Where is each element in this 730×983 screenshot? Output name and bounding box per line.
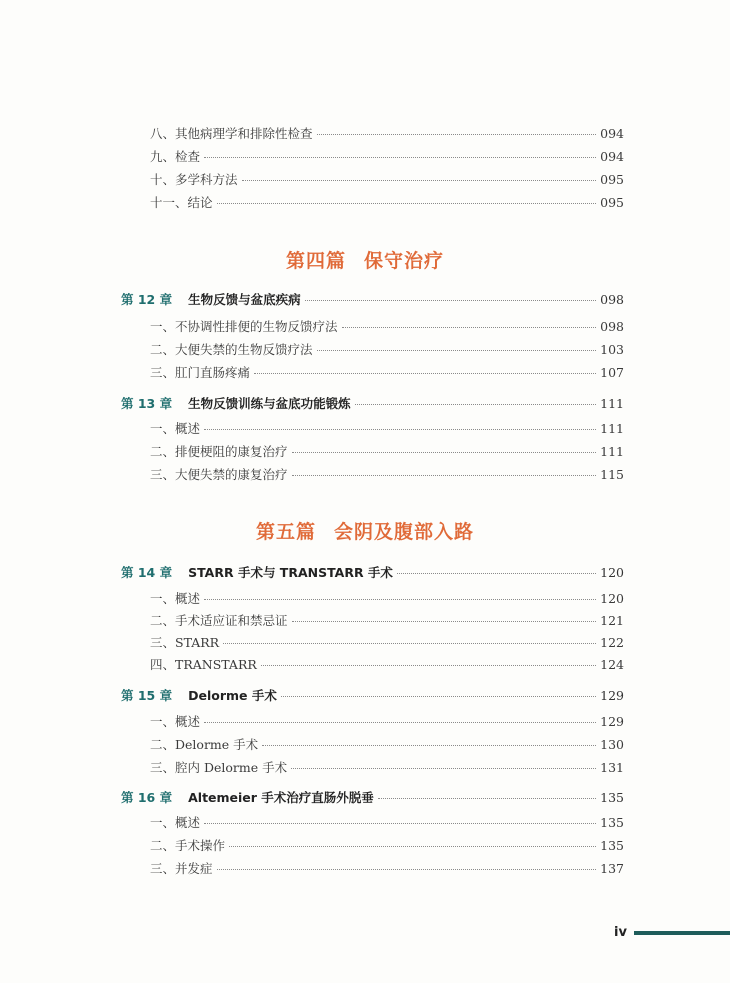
dot-leader (378, 798, 596, 799)
page-folio: iv (614, 925, 627, 940)
toc-entry (150, 815, 624, 831)
chapter-title: Delorme 手术 (188, 688, 277, 703)
toc-entry (150, 760, 624, 776)
entry-label: 一、不协调性排便的生物反馈疗法 (150, 319, 338, 334)
toc-entry (150, 613, 624, 629)
toc-entry (150, 635, 624, 651)
dot-leader (262, 745, 596, 746)
part-number: 第四篇 (285, 250, 346, 272)
toc-entry (150, 591, 624, 607)
dot-leader (217, 869, 597, 870)
chapter-number: 第 13 章 (121, 396, 173, 411)
toc-entry (150, 126, 624, 142)
dot-leader (223, 643, 596, 644)
toc-entry (150, 737, 624, 753)
chapter-number: 第 14 章 (121, 565, 173, 580)
entry-label: 二、排便梗阻的康复治疗 (150, 444, 288, 459)
entry-page: 120 (600, 565, 624, 580)
entry-page: 111 (600, 444, 624, 459)
dot-leader (317, 350, 597, 351)
entry-label: 一、概述 (150, 421, 201, 436)
dot-leader (204, 429, 596, 430)
dot-leader (204, 157, 596, 158)
entry-page: 115 (600, 467, 624, 482)
entry-label: 三、肛门直肠疼痛 (150, 365, 251, 380)
entry-label: 一、概述 (150, 714, 201, 729)
entry-page: 129 (600, 714, 624, 729)
chapter-entry (121, 790, 624, 806)
chapter-entry (121, 396, 624, 412)
toc-entry (150, 714, 624, 730)
entry-label: 三、并发症 (150, 861, 213, 876)
chapter-number: 第 15 章 (121, 688, 173, 703)
chapter-title: 生物反馈训练与盆底功能锻炼 (188, 396, 351, 411)
entry-page: 103 (600, 342, 624, 357)
entry-page: 135 (600, 790, 624, 805)
chapter-title: 生物反馈与盆底疾病 (188, 292, 301, 307)
entry-label: 四、TRANSTARR (150, 657, 257, 672)
toc-entry (150, 861, 624, 877)
entry-label: 九、检查 (150, 149, 201, 164)
chapter-title: Altemeier 手术治疗直肠外脱垂 (188, 790, 374, 805)
toc-entry (150, 319, 624, 335)
entry-label: 二、手术操作 (150, 838, 226, 853)
entry-label: 三、大便失禁的康复治疗 (150, 467, 288, 482)
dot-leader (292, 621, 597, 622)
entry-page: 131 (600, 760, 624, 775)
entry-page: 137 (600, 861, 624, 876)
part-number: 第五篇 (255, 521, 316, 543)
folio-bar (634, 931, 730, 935)
toc-entry (150, 149, 624, 165)
entry-page: 111 (600, 421, 624, 436)
entry-page: 095 (600, 172, 624, 187)
part-title (0, 517, 730, 544)
entry-page: 124 (600, 657, 624, 672)
dot-leader (204, 823, 596, 824)
entry-label: 二、手术适应证和禁忌证 (150, 613, 288, 628)
dot-leader (204, 722, 596, 723)
dot-leader (229, 846, 596, 847)
entry-label: 八、其他病理学和排除性检查 (150, 126, 313, 141)
part-title (0, 246, 730, 273)
entry-page: 107 (600, 365, 624, 380)
dot-leader (317, 134, 597, 135)
entry-page: 120 (600, 591, 624, 606)
chapter-entry (121, 565, 624, 581)
dot-leader (204, 599, 596, 600)
toc-entry (150, 195, 624, 211)
entry-page: 129 (600, 688, 624, 703)
toc-entry (150, 838, 624, 854)
dot-leader (254, 373, 596, 374)
dot-leader (397, 573, 596, 574)
dot-leader (261, 665, 596, 666)
entry-page: 121 (600, 613, 624, 628)
entry-page: 111 (600, 396, 624, 411)
toc-entry (150, 421, 624, 437)
chapter-entry (121, 292, 624, 308)
entry-page: 135 (600, 815, 624, 830)
entry-label: 三、腔内 Delorme 手术 (150, 760, 288, 775)
chapter-number: 第 16 章 (121, 790, 173, 805)
part-name: 会阴及腹部入路 (334, 521, 475, 543)
entry-label: 三、STARR (150, 635, 220, 650)
toc-entry (150, 657, 624, 673)
dot-leader (291, 768, 596, 769)
entry-label: 十一、结论 (150, 195, 213, 210)
toc-entry (150, 467, 624, 483)
toc-entry (150, 444, 624, 460)
toc-entry (150, 172, 624, 188)
dot-leader (342, 327, 597, 328)
dot-leader (292, 452, 597, 453)
dot-leader (281, 696, 596, 697)
chapter-title: STARR 手术与 TRANSTARR 手术 (188, 565, 393, 580)
part-name: 保守治疗 (364, 250, 445, 272)
entry-page: 095 (600, 195, 624, 210)
dot-leader (242, 180, 597, 181)
entry-page: 094 (600, 149, 624, 164)
entry-page: 098 (600, 319, 624, 334)
entry-label: 一、概述 (150, 815, 201, 830)
entry-label: 十、多学科方法 (150, 172, 238, 187)
toc-entry (150, 365, 624, 381)
entry-page: 098 (600, 292, 624, 307)
chapter-entry (121, 688, 624, 704)
dot-leader (292, 475, 597, 476)
entry-page: 122 (600, 635, 624, 650)
entry-label: 一、概述 (150, 591, 201, 606)
dot-leader (305, 300, 597, 301)
toc-entry (150, 342, 624, 358)
entry-label: 二、大便失禁的生物反馈疗法 (150, 342, 313, 357)
entry-page: 094 (600, 126, 624, 141)
entry-page: 135 (600, 838, 624, 853)
chapter-number: 第 12 章 (121, 292, 173, 307)
dot-leader (217, 203, 597, 204)
dot-leader (355, 404, 597, 405)
entry-label: 二、Delorme 手术 (150, 737, 259, 752)
entry-page: 130 (600, 737, 624, 752)
